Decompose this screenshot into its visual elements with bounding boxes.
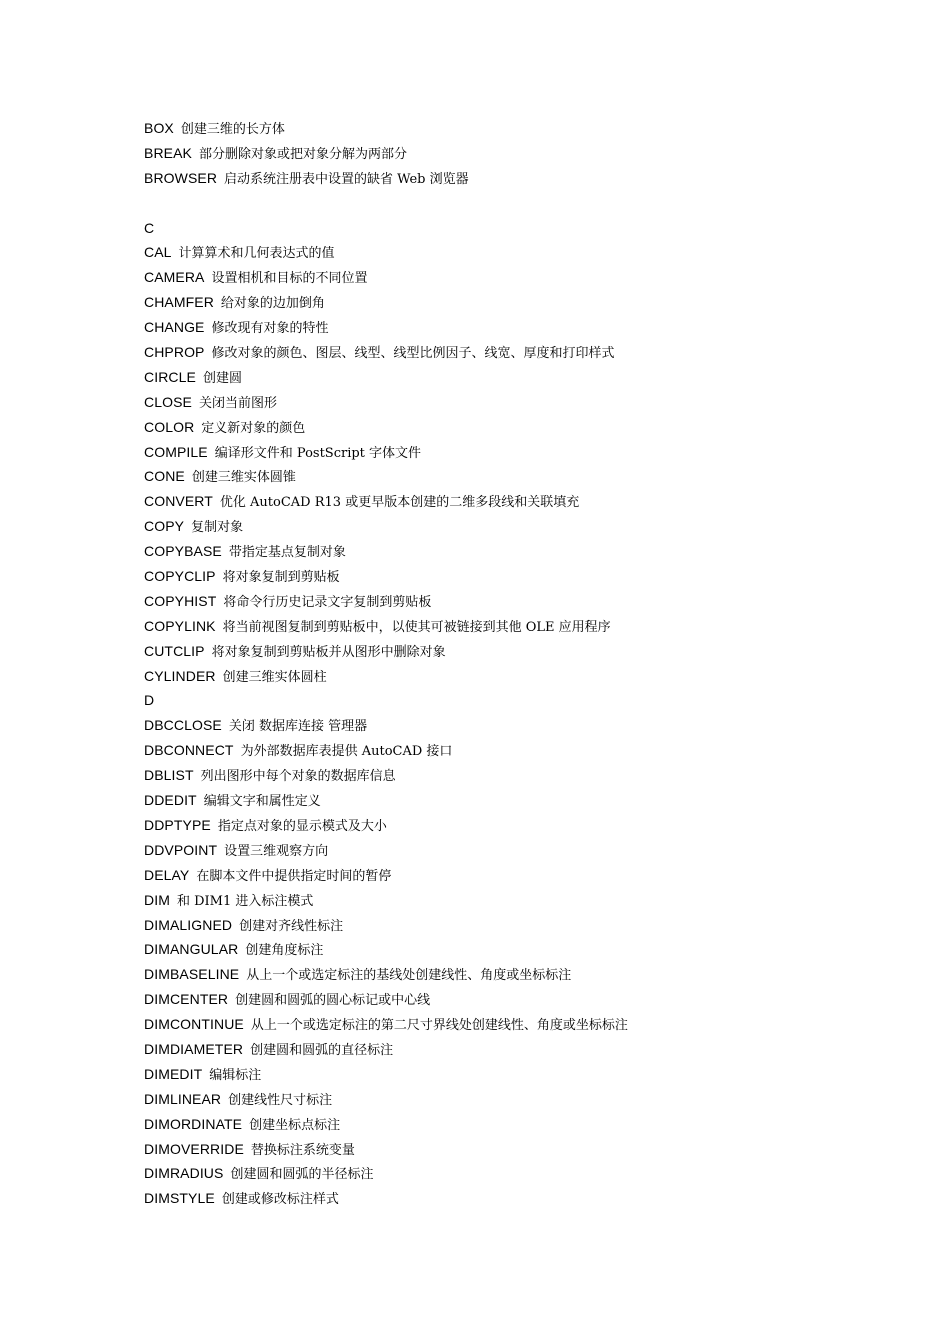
command-description: 创建圆	[202, 370, 242, 386]
command-line	[144, 564, 904, 589]
command-line	[144, 464, 904, 489]
command-description: 部分删除对象或把对象分解为两部分	[198, 146, 407, 162]
command-line	[144, 390, 904, 415]
command-name: DIMALIGNED	[144, 916, 233, 933]
command-description: 将对象复制到剪贴板	[222, 570, 340, 586]
command-description: 创建坐标点标注	[249, 1117, 341, 1133]
command-name: COPY	[144, 518, 185, 535]
command-description: 创建三维实体圆柱	[222, 669, 327, 685]
command-line	[144, 365, 904, 390]
command-line	[144, 1137, 904, 1162]
command-line	[144, 290, 904, 315]
command-description: 创建三维的长方体	[180, 122, 285, 137]
command-description: 和 DIM1 进入标注模式	[176, 893, 314, 909]
command-name: DBLIST	[144, 767, 194, 784]
command-line	[144, 763, 904, 788]
command-description: 修改现有对象的特性	[211, 321, 329, 337]
command-line	[144, 415, 904, 440]
command-line	[144, 713, 904, 738]
command-description: 设置相机和目标的不同位置	[211, 271, 368, 287]
command-name: DBCCLOSE	[144, 717, 222, 734]
command-name: DIMEDIT	[144, 1065, 203, 1082]
command-line	[144, 1161, 904, 1186]
command-description: 关闭 数据库连接 管理器	[228, 719, 368, 735]
command-name: COPYBASE	[144, 543, 222, 560]
command-name: DIMANGULAR	[144, 941, 239, 958]
command-name: BOX	[144, 120, 174, 136]
command-line	[144, 1112, 904, 1137]
command-name: DIMSTYLE	[144, 1190, 215, 1207]
command-line	[144, 813, 904, 838]
command-description: 将对象复制到剪贴板并从图形中删除对象	[211, 644, 446, 660]
command-name: DDEDIT	[144, 792, 197, 809]
command-description: 编辑标注	[209, 1067, 262, 1083]
command-description: 设置三维观察方向	[224, 843, 329, 859]
command-line	[144, 1087, 904, 1112]
command-name: COMPILE	[144, 443, 208, 460]
command-name: CHAMFER	[144, 294, 214, 311]
command-description: 创建圆和圆弧的直径标注	[250, 1042, 394, 1058]
command-line	[144, 738, 904, 763]
command-name: DIMDIAMETER	[144, 1040, 244, 1057]
command-name: DIMCENTER	[144, 991, 229, 1008]
command-description: 从上一个或选定标注的第二尺寸界线处创建线性、角度或坐标标注	[250, 1018, 628, 1034]
command-description: 创建圆和圆弧的圆心标记或中心线	[235, 993, 431, 1009]
command-line	[144, 1186, 904, 1211]
command-line	[144, 614, 904, 639]
command-name: DBCONNECT	[144, 742, 234, 759]
command-line	[144, 688, 904, 713]
command-description: 列出图形中每个对象的数据库信息	[200, 769, 396, 785]
command-name: DDVPOINT	[144, 841, 218, 858]
command-list	[144, 116, 904, 1211]
command-line	[144, 838, 904, 863]
command-description: 创建或修改标注样式	[221, 1192, 339, 1208]
command-name: DDPTYPE	[144, 816, 211, 833]
command-name: BROWSER	[144, 169, 218, 186]
command-description: 启动系统注册表中设置的缺省 Web 浏览器	[224, 171, 469, 187]
command-name: DELAY	[144, 866, 190, 883]
command-description: 定义新对象的颜色	[201, 420, 306, 436]
command-line	[144, 141, 904, 166]
command-line	[144, 987, 904, 1012]
command-description: 创建对齐线性标注	[239, 918, 344, 934]
command-description: 将当前视图复制到剪贴板中，以使其可被链接到其他 OLE 应用程序	[222, 619, 611, 635]
command-line	[144, 913, 904, 938]
command-line	[144, 1062, 904, 1087]
command-name: CIRCLE	[144, 368, 196, 385]
command-line	[144, 664, 904, 689]
command-description: 为外部数据库表提供 AutoCAD 接口	[240, 744, 453, 760]
command-description: 指定点对象的显示模式及大小	[217, 818, 387, 834]
command-name: CHPROP	[144, 344, 205, 361]
command-line	[144, 539, 904, 564]
command-description: 修改对象的颜色、图层、线型、线型比例因子、线宽、厚度和打印样式	[211, 346, 615, 362]
command-line	[144, 440, 904, 465]
command-name: DIM	[144, 891, 170, 908]
command-name: COPYHIST	[144, 592, 217, 609]
command-name: CYLINDER	[144, 667, 216, 684]
blank-line	[144, 191, 904, 216]
command-name: DIMRADIUS	[144, 1165, 224, 1182]
command-line	[144, 166, 904, 191]
command-description: 计算算术和几何表达式的值	[178, 246, 335, 262]
command-name: CLOSE	[144, 393, 192, 410]
section-letter: D	[144, 692, 155, 709]
command-description: 创建角度标注	[245, 943, 324, 959]
command-name: COLOR	[144, 418, 195, 435]
command-name: DIMCONTINUE	[144, 1016, 244, 1033]
command-name: CHANGE	[144, 319, 205, 336]
command-line	[144, 216, 904, 241]
command-line	[144, 489, 904, 514]
command-name: DIMBASELINE	[144, 966, 240, 983]
command-description: 带指定基点复制对象	[228, 545, 346, 561]
command-description: 创建三维实体圆锥	[191, 470, 296, 486]
command-line	[144, 1037, 904, 1062]
command-description: 在脚本文件中提供指定时间的暂停	[196, 868, 392, 884]
command-name: COPYLINK	[144, 617, 216, 634]
command-line	[144, 639, 904, 664]
command-description: 将命令行历史记录文字复制到剪贴板	[223, 594, 432, 610]
command-name: CUTCLIP	[144, 642, 205, 659]
command-name: COPYCLIP	[144, 568, 216, 585]
command-description: 复制对象	[191, 520, 244, 536]
command-line	[144, 315, 904, 340]
command-name: CONVERT	[144, 493, 213, 510]
command-name: CAMERA	[144, 269, 205, 286]
command-name: DIMORDINATE	[144, 1115, 243, 1132]
command-line	[144, 240, 904, 265]
command-line	[144, 788, 904, 813]
command-description: 优化 AutoCAD R13 或更早版本创建的二维多段线和关联填充	[219, 495, 580, 511]
command-description: 替换标注系统变量	[250, 1142, 355, 1158]
command-line	[144, 962, 904, 987]
command-line	[144, 116, 904, 141]
command-description: 创建线性尺寸标注	[228, 1092, 333, 1108]
command-name: BREAK	[144, 144, 192, 161]
command-description: 创建圆和圆弧的半径标注	[230, 1167, 374, 1183]
command-line	[144, 340, 904, 365]
command-description: 关闭当前图形	[198, 395, 277, 411]
command-name: CAL	[144, 244, 172, 261]
command-description: 从上一个或选定标注的基线处创建线性、角度或坐标标注	[246, 968, 572, 984]
command-name: CONE	[144, 468, 185, 485]
command-line	[144, 1012, 904, 1037]
command-description: 给对象的边加倒角	[220, 296, 325, 312]
command-line	[144, 863, 904, 888]
section-letter: C	[144, 219, 155, 236]
command-line	[144, 265, 904, 290]
command-line	[144, 888, 904, 913]
command-description: 编译形文件和 PostScript 字体文件	[214, 445, 422, 461]
command-line	[144, 514, 904, 539]
command-name: DIMLINEAR	[144, 1090, 222, 1107]
command-description: 编辑文字和属性定义	[203, 794, 321, 810]
command-line	[144, 589, 904, 614]
command-name: DIMOVERRIDE	[144, 1140, 244, 1157]
command-line	[144, 937, 904, 962]
